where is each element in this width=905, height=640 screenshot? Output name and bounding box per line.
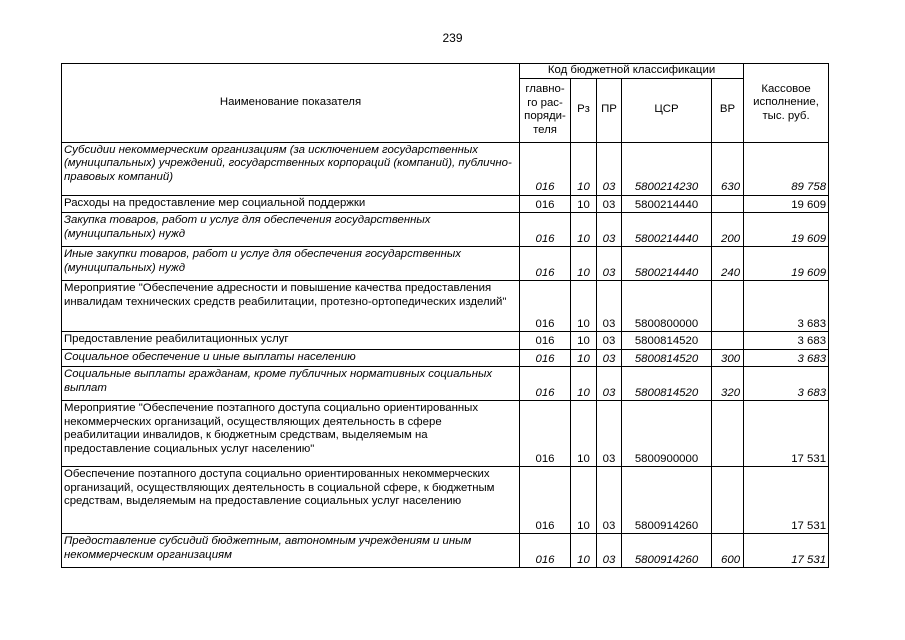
row-grbs: 016 (520, 281, 571, 332)
header-csr: ЦСР (622, 78, 712, 142)
row-amount: 3 683 (744, 349, 829, 367)
header-pr: ПР (597, 78, 622, 142)
table-row (62, 281, 829, 332)
row-name: Мероприятие "Обеспечение поэтапного доступа социально ориентированных некоммерческих организаций, осуществляющих деятельность в сфере реабилитации инвалидов, к бюджетным средствам, выделяемым на предоставление социальных услуг населению" (62, 401, 520, 467)
row-rz: 10 (571, 213, 597, 247)
row-pr: 03 (597, 332, 622, 350)
table-row (62, 195, 829, 213)
header-rz: Рз (571, 78, 597, 142)
row-csr: 5800214440 (622, 195, 712, 213)
row-pr: 03 (597, 349, 622, 367)
row-pr: 03 (597, 213, 622, 247)
row-vr (712, 195, 744, 213)
header-grbs: главно- го рас- поряди- теля (520, 78, 571, 142)
row-rz: 10 (571, 349, 597, 367)
header-vr: ВР (712, 78, 744, 142)
row-rz: 10 (571, 332, 597, 350)
page-number: 239 (442, 31, 463, 45)
row-name: Обеспечение поэтапного доступа социально ориентированных некоммерческих организаций, осуществляющих деятельность в социальной сфере, к бюджетным средствам, выделяемым на предоставление социальных услуг населению (62, 467, 520, 534)
row-amount: 19 609 (744, 247, 829, 281)
row-rz: 10 (571, 534, 597, 568)
row-grbs: 016 (520, 195, 571, 213)
row-vr: 630 (712, 142, 744, 195)
row-vr: 240 (712, 247, 744, 281)
row-amount: 17 531 (744, 401, 829, 467)
row-name: Мероприятие "Обеспечение адресности и повышение качества предоставления инвалидам технических средств реабилитации, протезно-ортопедических изделий" (62, 281, 520, 332)
row-name: Предоставление реабилитационных услуг (62, 332, 520, 350)
row-pr: 03 (597, 467, 622, 534)
row-rz: 10 (571, 281, 597, 332)
row-vr: 320 (712, 367, 744, 401)
row-grbs: 016 (520, 213, 571, 247)
row-amount: 89 758 (744, 142, 829, 195)
row-amount: 17 531 (744, 467, 829, 534)
table-row (62, 534, 829, 568)
row-grbs: 016 (520, 142, 571, 195)
table-row (62, 247, 829, 281)
row-csr: 5800814520 (622, 367, 712, 401)
row-pr: 03 (597, 247, 622, 281)
row-vr (712, 401, 744, 467)
row-vr (712, 281, 744, 332)
row-rz: 10 (571, 401, 597, 467)
row-csr: 5800814520 (622, 332, 712, 350)
row-rz: 10 (571, 467, 597, 534)
row-rz: 10 (571, 142, 597, 195)
row-vr (712, 467, 744, 534)
budget-execution-table (61, 63, 829, 568)
row-amount: 3 683 (744, 367, 829, 401)
row-grbs: 016 (520, 247, 571, 281)
row-csr: 5800914260 (622, 467, 712, 534)
row-pr: 03 (597, 367, 622, 401)
row-grbs: 016 (520, 401, 571, 467)
row-name: Социальные выплаты гражданам, кроме публичных нормативных социальных выплат (62, 367, 520, 401)
row-amount: 3 683 (744, 281, 829, 332)
row-amount: 19 609 (744, 195, 829, 213)
row-name: Субсидии некоммерческим организациям (за исключением государственных (муниципальных) учреждений, государственных корпораций (компаний), публично-правовых компаний) (62, 142, 520, 195)
row-csr: 5800900000 (622, 401, 712, 467)
row-pr: 03 (597, 534, 622, 568)
table-row (62, 213, 829, 247)
header-amount: Кассовое исполнение, тыс. руб. (744, 64, 829, 143)
header-name: Наименование показателя (62, 64, 520, 143)
row-csr: 5800214440 (622, 213, 712, 247)
table-row (62, 332, 829, 350)
row-rz: 10 (571, 367, 597, 401)
row-csr: 5800800000 (622, 281, 712, 332)
row-csr: 5800814520 (622, 349, 712, 367)
row-vr: 200 (712, 213, 744, 247)
table-row (62, 367, 829, 401)
row-rz: 10 (571, 195, 597, 213)
header-budget-classification: Код бюджетной классификации (520, 64, 744, 79)
row-pr: 03 (597, 195, 622, 213)
row-grbs: 016 (520, 534, 571, 568)
table-row (62, 349, 829, 367)
row-amount: 17 531 (744, 534, 829, 568)
row-rz: 10 (571, 247, 597, 281)
row-csr: 5800914260 (622, 534, 712, 568)
row-pr: 03 (597, 281, 622, 332)
table-row (62, 142, 829, 195)
table-row (62, 401, 829, 467)
row-csr: 5800214440 (622, 247, 712, 281)
row-amount: 19 609 (744, 213, 829, 247)
row-name: Расходы на предоставление мер социальной поддержки (62, 195, 520, 213)
row-name: Закупка товаров, работ и услуг для обеспечения государственных (муниципальных) нужд (62, 213, 520, 247)
row-name: Иные закупки товаров, работ и услуг для обеспечения государственных (муниципальных) нужд (62, 247, 520, 281)
table-row (62, 467, 829, 534)
row-grbs: 016 (520, 367, 571, 401)
row-name: Социальное обеспечение и иные выплаты населению (62, 349, 520, 367)
row-grbs: 016 (520, 332, 571, 350)
row-vr: 300 (712, 349, 744, 367)
row-vr (712, 332, 744, 350)
row-name: Предоставление субсидий бюджетным, автономным учреждениям и иным некоммерческим организациям (62, 534, 520, 568)
row-vr: 600 (712, 534, 744, 568)
row-pr: 03 (597, 401, 622, 467)
row-amount: 3 683 (744, 332, 829, 350)
row-pr: 03 (597, 142, 622, 195)
row-csr: 5800214230 (622, 142, 712, 195)
row-grbs: 016 (520, 349, 571, 367)
row-grbs: 016 (520, 467, 571, 534)
